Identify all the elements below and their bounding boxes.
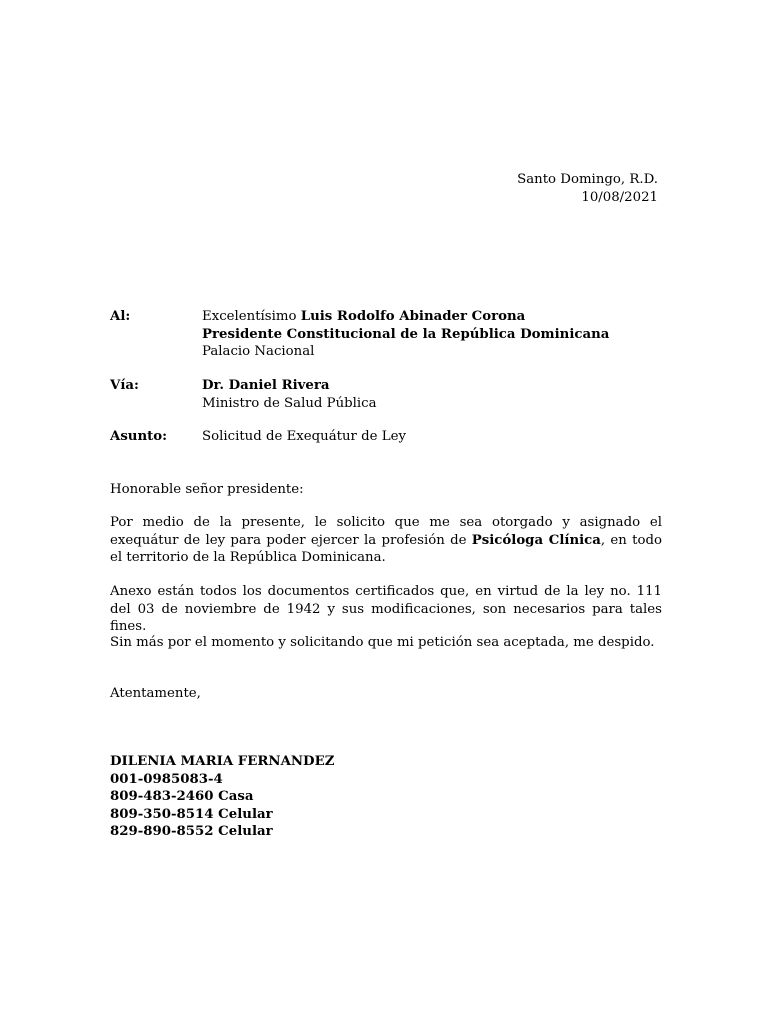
recipient-honorific: Excelentísimo [202, 309, 301, 324]
date-line: 10/08/2021 [581, 189, 658, 205]
paragraph-request [110, 514, 662, 567]
via-label: Vía: [110, 378, 139, 393]
subject-text: Solicitud de Exequátur de Ley [202, 429, 406, 444]
recipient-name: Luis Rodolfo Abinader Corona [300, 309, 526, 324]
closing: Atentamente, [110, 686, 201, 701]
recipient-address: Palacio Nacional [202, 344, 315, 359]
profession-name: Psicóloga Clínica [471, 532, 601, 548]
subject-label: Asunto: [110, 429, 168, 444]
recipient-block [110, 308, 660, 361]
signer-phone-cell-1: 809-350-8514 Celular [110, 806, 273, 822]
paragraph-request-end: , en todo el territorio de la República Dominicana. [110, 532, 662, 565]
paragraph-annex: Anexo están todos los documentos certificados que, en virtud de la ley no. 111 del 03 de noviembre de 1942 y sus modificaciones, son necesarios para tales fines. [110, 584, 662, 634]
signer-phone-cell-2: 829-890-8552 Celular [110, 824, 273, 839]
signer-id: 001-0985083-4 [110, 771, 223, 787]
via-block [110, 377, 660, 412]
recipient-title: Presidente Constitucional de la República Dominicana [202, 326, 610, 342]
greeting: Honorable señor presidente: [110, 482, 304, 497]
recipient-label: Al: [110, 309, 131, 324]
place-date-block [517, 171, 658, 206]
signer-name: DILENIA MARIA FERNANDEZ [110, 754, 335, 769]
via-name: Dr. Daniel Rivera [202, 378, 330, 393]
paragraph-request-start: Por medio de la presente, le solicito que me sea otorgado y asignado el exequátur de ley para poder ejercer la profesión de [110, 515, 662, 548]
signature-block [110, 753, 334, 841]
via-title: Ministro de Salud Pública [202, 395, 377, 411]
recipient-line-1 [202, 308, 660, 326]
place-line: Santo Domingo, R.D. [517, 172, 658, 187]
paragraph-farewell: Sin más por el momento y solicitando que mi petición sea aceptada, me despido. [110, 635, 655, 650]
subject-block [110, 428, 660, 446]
signer-phone-home: 809-483-2460 Casa [110, 789, 254, 804]
